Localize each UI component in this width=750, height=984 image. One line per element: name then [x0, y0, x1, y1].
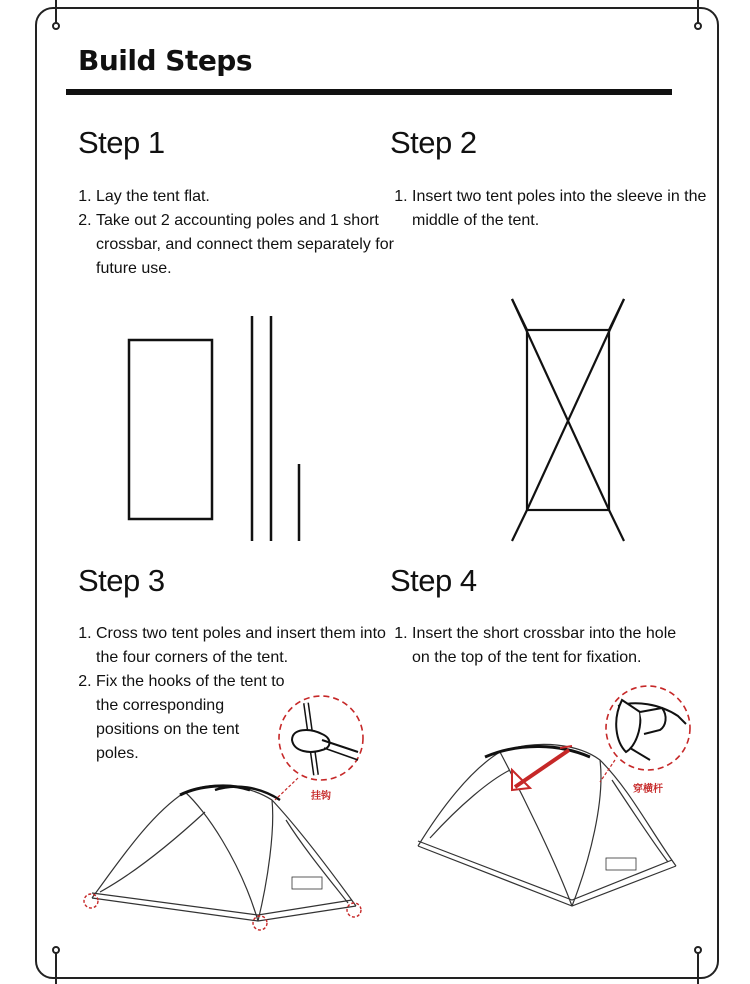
instruction-item: 1. Insert the short crossbar into the hole on the top of the tent for fixation. [412, 622, 682, 670]
instruction-item: 1. Cross two tent poles and insert them into the four corners of the tent. [96, 622, 396, 670]
crossbar-detail-callout [600, 686, 690, 782]
pitched-tent-illustration [92, 786, 356, 921]
hook-detail-callout [275, 696, 363, 800]
instruction-item: 1. Lay the tent flat. [96, 185, 396, 209]
step-1-heading: Step 1 [78, 125, 165, 160]
page-title: Build Steps [78, 44, 253, 77]
crossed-poles-illustration [512, 299, 624, 541]
instruction-item: 2. Take out 2 accounting poles and 1 short crossbar, and connect them separately for future use. [96, 209, 396, 281]
step-3-heading: Step 3 [78, 563, 165, 598]
instruction-item: 1. Insert two tent poles into the sleeve in the middle of the tent. [412, 185, 712, 233]
hook-callout-label: 挂钩 [311, 791, 331, 802]
step-4-heading: Step 4 [390, 563, 477, 598]
step-2-heading: Step 2 [390, 125, 477, 160]
instruction-item: 2. Fix the hooks of the tent to the corresponding positions on the tent poles. [96, 670, 286, 766]
crossbar-callout-label: 穿横杆 [633, 784, 663, 795]
crossbar-tent-illustration [418, 744, 676, 906]
flat-tent-illustration [129, 340, 212, 519]
tent-poles-illustration [252, 316, 299, 541]
